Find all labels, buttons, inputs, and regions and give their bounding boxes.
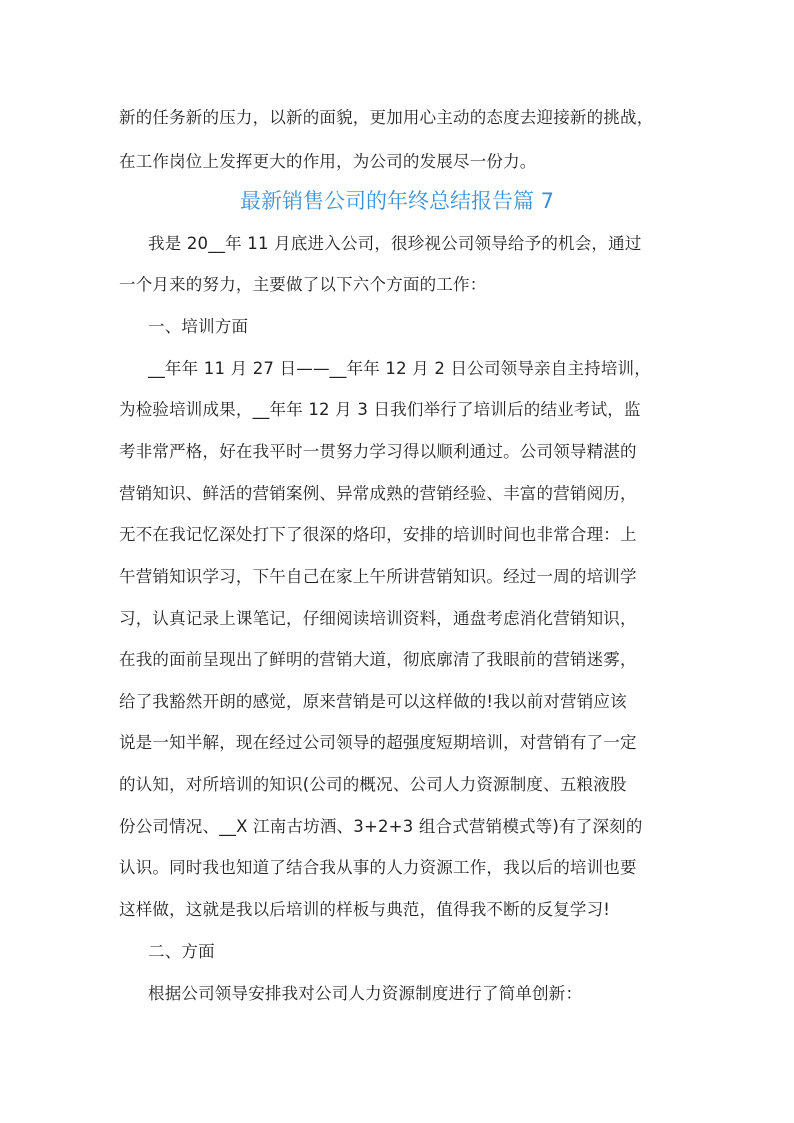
subheading-training: 一、培训方面	[148, 317, 249, 336]
section-title: 最新销售公司的年终总结报告篇 7	[239, 189, 555, 213]
paragraph2-line-12: 份公司情况、__X 江南古坊酒、3+2+3 组合式营销模式等)有了深刻的	[119, 817, 643, 836]
subheading-two: 二、方面	[148, 942, 215, 961]
paragraph2-line-7: 习，认真记录上课笔记，仔细阅读培训资料，通盘考虑消化营销知识，	[119, 609, 637, 628]
paragraph2-line-4: 营销知识、鲜活的营销案例、异常成熟的营销经验、丰富的营销阅历，	[119, 484, 637, 503]
paragraph2-line-6: 午营销知识学习，下午自己在家上午所讲营销知识。经过一周的培训学	[119, 567, 637, 586]
paragraph2-line-8: 在我的面前呈现出了鲜明的营销大道，彻底廓清了我眼前的营销迷雾，	[119, 650, 637, 669]
paragraph2-line-1: __年年 11 月 27 日——__年年 12 月 2 日公司领导亲自主持培训，	[148, 359, 651, 378]
paragraph2-line-5: 无不在我记忆深处打下了很深的烙印，安排的培训时间也非常合理：上	[119, 525, 637, 544]
paragraph2-line-9: 给了我豁然开朗的感觉，原来营销是可以这样做的!我以前对营销应该	[119, 692, 627, 711]
paragraph2-line-13: 认识。同时我也知道了结合我从事的人力资源工作，我以后的培训也要	[119, 858, 637, 877]
paragraph2-line-14: 这样做，这就是我以后培训的样板与典范，值得我不断的反复学习!	[119, 900, 611, 919]
paragraph2-line-2: 为检验培训成果，__年年 12 月 3 日我们举行了培训后的结业考试，监	[119, 400, 641, 419]
paragraph1-line-2: 一个月来的努力，主要做了以下六个方面的工作：	[119, 275, 487, 294]
paragraph2-line-3: 考非常严格，好在我平时一贯努力学习得以顺利通过。公司领导精湛的	[119, 442, 637, 461]
paragraph2-line-11: 的认知，对所培训的知识(公司的概况、公司人力资源制度、五粮液股	[119, 775, 627, 794]
paragraph3-line-1: 根据公司领导安排我对公司人力资源制度进行了简单创新：	[148, 984, 583, 1003]
intro-line-1: 新的任务新的压力，以新的面貌，更加用心主动的态度去迎接新的挑战，	[119, 108, 654, 127]
paragraph2-line-10: 说是一知半解，现在经过公司领导的超强度短期培训，对营销有了一定	[119, 733, 637, 752]
intro-line-2: 在工作岗位上发挥更大的作用，为公司的发展尽一份力。	[119, 152, 537, 171]
paragraph1-line-1: 我是 20__年 11 月底进入公司，很珍视公司领导给予的机会，通过	[148, 234, 642, 253]
